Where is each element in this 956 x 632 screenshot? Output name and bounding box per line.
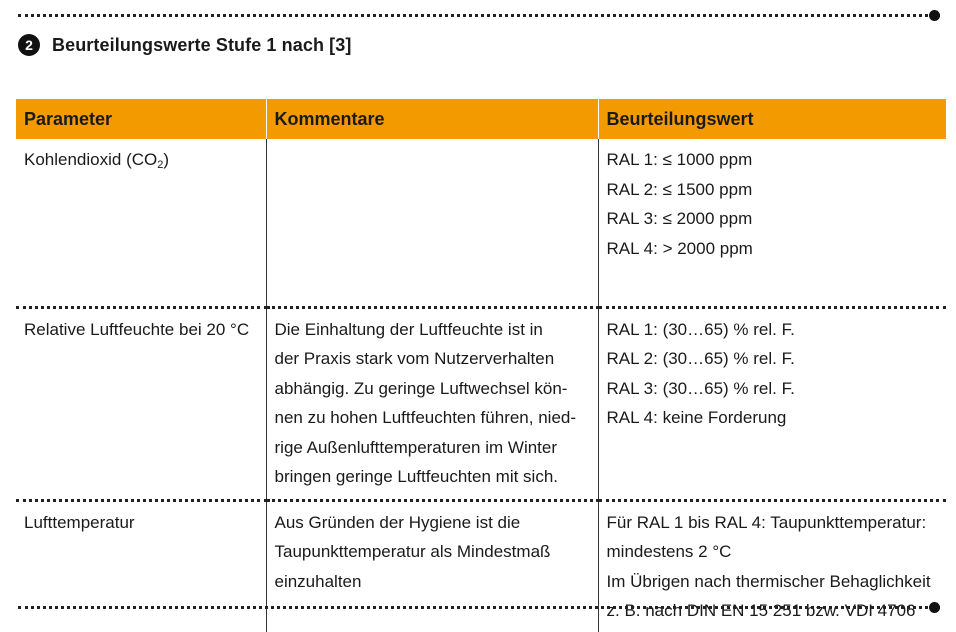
value-cell (598, 139, 946, 307)
comment-line: nen zu hohen Luftfeuchten führen, nied- (274, 408, 577, 427)
comment-line: Die Einhaltung der Luftfeuchte ist in (274, 319, 543, 339)
header-beurteilungswert: Beurteilungswert (598, 99, 946, 139)
comment-line: Aus Gründen der Hygiene ist die (274, 512, 521, 532)
value-cell (598, 307, 946, 500)
parameter-co2: Kohlendioxid (CO (24, 150, 158, 169)
parameter-co2-subscript: 2 (157, 159, 164, 171)
comment-line: Taupunkttemperatur als Mindestmaß (274, 542, 551, 561)
header-kommentare: Kommentare (266, 99, 598, 139)
value-line: RAL 2: (30…65) % rel. F. (606, 349, 795, 368)
value-cell (598, 500, 946, 632)
comment-line: einzuhalten (274, 571, 362, 591)
table-row (16, 307, 946, 500)
divider-end-dot (929, 602, 940, 613)
value-line: RAL 4: keine Forderung (606, 408, 787, 427)
comment-line: abhängig. Zu geringe Luftwechsel kön- (274, 378, 568, 398)
value-line: z. B. nach DIN EN 15 251 bzw. VDI 4706 (606, 601, 916, 620)
bottom-dotted-divider (18, 606, 940, 609)
comment-line: bringen geringe Luftfeuchten mit sich. (274, 467, 559, 486)
caption-title: Beurteilungswerte Stufe 1 nach [3] (52, 34, 352, 55)
value-line: Für RAL 1 bis RAL 4: Taupunkttemperatur: (606, 512, 927, 532)
parameter-cell (16, 139, 266, 307)
value-line: RAL 1: ≤ 1000 ppm (606, 150, 753, 169)
value-line: RAL 4: > 2000 ppm (606, 238, 753, 258)
divider-end-dot (929, 10, 940, 21)
comment-line: rige Außenlufttemperaturen im Winter (274, 437, 558, 457)
table-header-row (16, 99, 946, 139)
table-caption (18, 34, 351, 56)
parameter-co2-suffix: ) (163, 150, 170, 169)
comment-cell (266, 139, 598, 307)
assessment-table (16, 99, 946, 632)
comment-line: der Praxis stark vom Nutzerverhalten (274, 349, 555, 368)
parameter-humidity: Relative Luftfeuchte bei 20 °C (24, 319, 250, 339)
table-row (16, 139, 946, 307)
caption-number-badge: 2 (18, 34, 40, 56)
comment-cell (266, 307, 598, 500)
table-row (16, 500, 946, 632)
value-line: RAL 2: ≤ 1500 ppm (606, 179, 753, 199)
parameter-cell (16, 307, 266, 500)
value-line: Im Übrigen nach thermischer Behaglichkeit (606, 571, 931, 591)
comment-cell (266, 500, 598, 632)
header-parameter: Parameter (16, 99, 266, 139)
value-line: mindestens 2 °C (606, 542, 732, 561)
value-line: RAL 3: (30…65) % rel. F. (606, 378, 795, 398)
parameter-temperature: Lufttemperatur (24, 512, 135, 532)
value-line: RAL 1: (30…65) % rel. F. (606, 319, 795, 339)
parameter-cell (16, 500, 266, 632)
top-dotted-divider (18, 14, 940, 17)
value-line: RAL 3: ≤ 2000 ppm (606, 209, 753, 228)
